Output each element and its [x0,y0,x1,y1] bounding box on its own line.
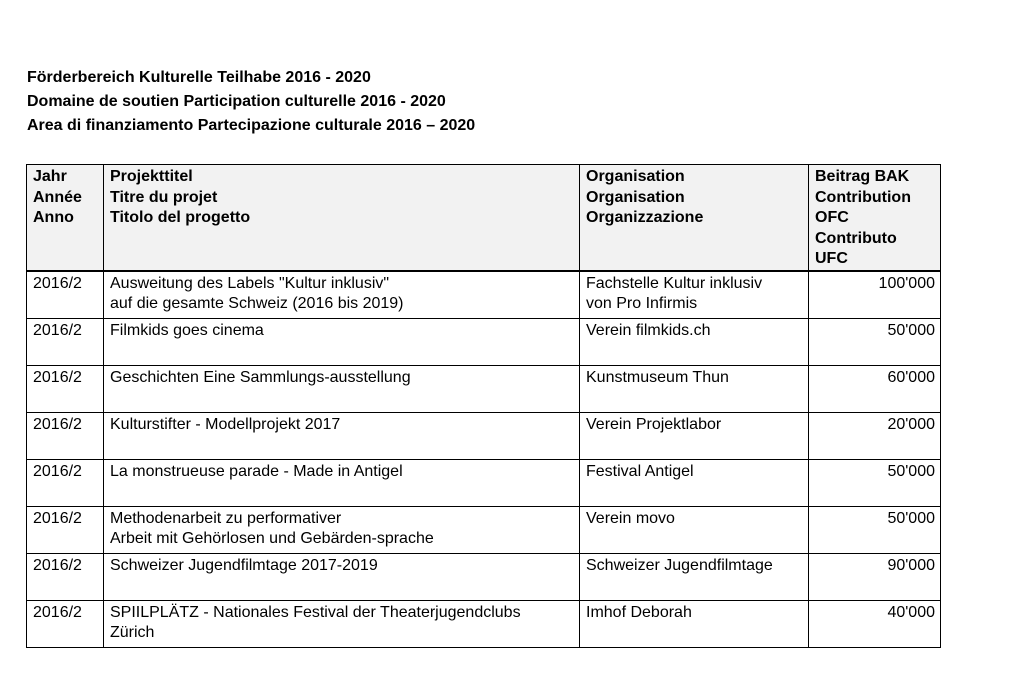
header-organisation: Organisation Organisation Organizzazione [580,165,809,271]
cell-contribution: 50'000 [809,318,941,365]
table-row [27,506,941,553]
cell-project-title: Schweizer Jugendfilmtage 2017-2019 [104,553,580,600]
table-row [27,365,941,412]
cell-project-title: Filmkids goes cinema [104,318,580,365]
cell-organisation: Verein filmkids.ch [580,318,809,365]
cell-year: 2016/2 [27,506,104,553]
cell-contribution: 50'000 [809,506,941,553]
table-row [27,553,941,600]
cell-contribution: 20'000 [809,412,941,459]
cell-project-title: Kulturstifter - Modellprojekt 2017 [104,412,580,459]
title-german: Förderbereich Kulturelle Teilhabe 2016 - 2020 [27,69,371,86]
cell-organisation: Festival Antigel [580,459,809,506]
document-titles [27,66,475,138]
cell-year: 2016/2 [27,600,104,647]
cell-organisation: Verein Projektlabor [580,412,809,459]
funding-table [26,164,941,648]
cell-project-title: Ausweitung des Labels "Kultur inklusiv" auf die gesamte Schweiz (2016 bis 2019) [104,271,580,319]
cell-contribution: 100'000 [809,271,941,319]
table-row [27,600,941,647]
cell-year: 2016/2 [27,318,104,365]
cell-organisation: Schweizer Jugendfilmtage [580,553,809,600]
cell-project-title: SPIILPLÄTZ - Nationales Festival der Theaterjugendclubs Zürich [104,600,580,647]
cell-contribution: 50'000 [809,459,941,506]
table-row [27,459,941,506]
table-row [27,271,941,319]
cell-organisation: Fachstelle Kultur inklusiv von Pro Infirmis [580,271,809,319]
header-contribution: Beitrag BAK Contribution OFC Contributo UFC [809,165,941,271]
header-year: Jahr Année Anno [27,165,104,271]
cell-year: 2016/2 [27,553,104,600]
table-row [27,318,941,365]
table-row [27,412,941,459]
cell-project-title: Geschichten Eine Sammlungs-ausstellung [104,365,580,412]
cell-year: 2016/2 [27,271,104,319]
cell-contribution: 40'000 [809,600,941,647]
cell-organisation: Imhof Deborah [580,600,809,647]
title-french: Domaine de soutien Participation culturelle 2016 - 2020 [27,93,446,110]
cell-project-title: La monstrueuse parade - Made in Antigel [104,459,580,506]
cell-organisation: Kunstmuseum Thun [580,365,809,412]
table-header [27,165,941,271]
cell-year: 2016/2 [27,365,104,412]
cell-organisation: Verein movo [580,506,809,553]
title-italian: Area di finanziamento Partecipazione culturale 2016 – 2020 [27,117,476,134]
cell-contribution: 60'000 [809,365,941,412]
header-project-title: Projekttitel Titre du projet Titolo del progetto [104,165,580,271]
cell-year: 2016/2 [27,412,104,459]
cell-year: 2016/2 [27,459,104,506]
cell-contribution: 90'000 [809,553,941,600]
cell-project-title: Methodenarbeit zu performativer Arbeit mit Gehörlosen und Gebärden-sprache [104,506,580,553]
